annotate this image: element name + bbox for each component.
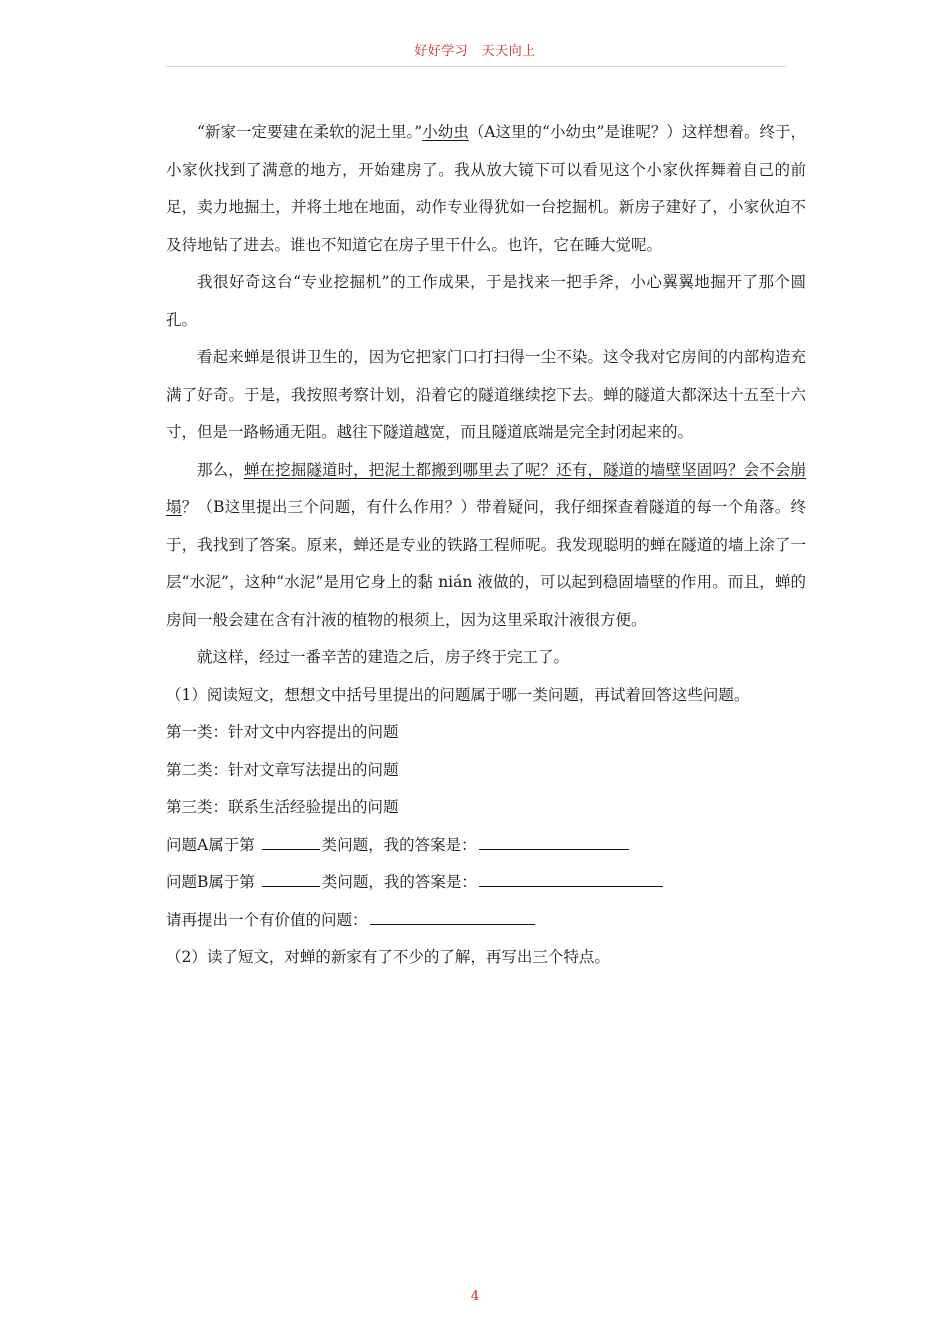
ask-question-blank[interactable]: [370, 906, 535, 925]
question-type-3: 第三类：联系生活经验提出的问题: [166, 798, 399, 816]
answer-b-middle: 类问题，我的答案是：: [321, 873, 477, 891]
underlined-phrase-a: 小幼虫: [422, 123, 469, 141]
paragraph-2: 我很好奇这台“专业挖掘机”的工作成果，于是找来一把手斧，小心翼翼地掘开了那个圆孔。: [166, 273, 806, 329]
underlined-phrase-b: 蝉在挖掘隧道时，把泥土都搬到哪里去了呢？还有，隧道的墙壁坚固吗？会不会崩塌: [166, 460, 806, 516]
answer-a-prefix: 问题A属于第: [166, 835, 255, 854]
paragraph-5: 就这样，经过一番辛苦的建造之后，房子终于完工了。: [197, 648, 570, 666]
paragraph-4-start: 那么，: [197, 460, 244, 479]
paragraph-1-start: “新家一定要建在柔软的泥土里。”: [197, 123, 423, 141]
answer-b-type-blank[interactable]: [262, 868, 320, 887]
page-number: 4: [470, 1289, 480, 1304]
question-type-1: 第一类：针对文中内容提出的问题: [166, 723, 399, 741]
answer-line-b: [166, 864, 806, 902]
paragraph-3: 看起来蝉是很讲卫生的，因为它把家门口打扫得一尘不染。这令我对它房间的内部构造充满了好奇。于是，我按照考察计划，沿着它的隧道继续挖下去。蝉的隧道大都深达十五至十六寸，但是一路畅通无阻。越往下隧道越宽，而且隧道底端是完全封闭起来的。: [166, 348, 806, 441]
answer-line-a: [166, 827, 806, 865]
header-divider: [166, 66, 786, 67]
question-1: （1）阅读短文，想想文中括号里提出的问题属于哪一类问题，再试着回答这些问题。: [166, 685, 750, 704]
paragraph-1: [166, 114, 806, 264]
ask-question-prompt: 请再提出一个有价值的问题：: [166, 910, 368, 929]
answer-a-middle: 类问题，我的答案是：: [321, 835, 477, 854]
ask-question-line: [166, 902, 806, 940]
question-type-2: 第二类：针对文章写法提出的问题: [166, 760, 399, 779]
question-2: （2）读了短文，对蝉的新家有了不少的了解，再写出三个特点。: [166, 948, 610, 966]
answer-b-prefix: 问题B属于第: [166, 873, 255, 891]
paragraph-4: [166, 452, 806, 640]
document-body: [166, 114, 806, 977]
answer-a-type-blank[interactable]: [262, 831, 320, 850]
paragraph-4-rest: ？（B这里提出三个问题，有什么作用？）带着疑问，我仔细探查着隧道的每一个角落。终于，我找到了答案。原来，蝉还是专业的铁路工程师呢。我发现聪明的蝉在隧道的墙上涂了一层“水泥”，这种“水泥”是用它身上的黏 nián 液做的，可以起到稳固墙壁的作用。而且，蝉的房间一般会建在含有汁液的植物的根须上，因为这里采取汁液很方便。: [166, 498, 806, 629]
answer-a-blank[interactable]: [479, 831, 629, 850]
page-header: 好好学习 天天向上: [414, 44, 536, 59]
answer-b-blank[interactable]: [479, 868, 663, 887]
paragraph-1-rest: （A这里的“小幼虫”是谁呢？）这样想着。终于，小家伙找到了满意的地方，开始建房了。我从放大镜下可以看见这个小家伙挥舞着自己的前足，卖力地掘土，并将土地在地面，动作专业得犹如一台挖掘机。新房子建好了，小家伙迫不及待地钻了进去。谁也不知道它在房子里干什么。也许，它在睡大觉呢。: [166, 123, 807, 254]
